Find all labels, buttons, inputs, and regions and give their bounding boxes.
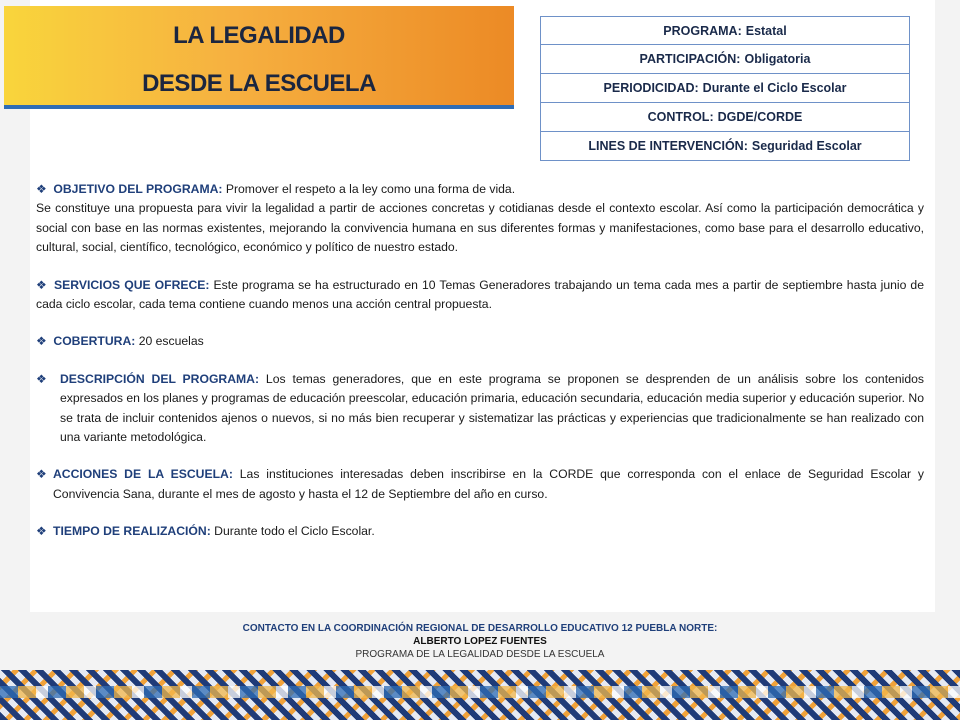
objetivo-label: OBJETIVO DEL PROGRAMA: (53, 182, 223, 196)
footer-contact-name: ALBERTO LOPEZ FUENTES (413, 636, 547, 647)
footer-program-name: PROGRAMA DE LA LEGALIDAD DESDE LA ESCUELA (355, 649, 605, 660)
info-label: CONTROL: (647, 110, 714, 124)
title-banner (4, 6, 514, 109)
info-value: Seguridad Escolar (751, 139, 862, 153)
contact-footer (0, 622, 960, 661)
info-row-periodicidad (540, 74, 910, 103)
objetivo-text: Promover el respeto a la ley como una forma de vida. (225, 182, 516, 196)
info-label: PERIODICIDAD: (603, 81, 699, 95)
diamond-bullet-icon: ❖ (36, 524, 47, 539)
descripcion-label: DESCRIPCIÓN DEL PROGRAMA: (60, 371, 260, 386)
program-info-table (540, 16, 910, 161)
servicios-text: Este programa se ha estructurado en 10 Temas Generadores trabajando un tema cada mes a partir de septiembre hasta junio de cada ciclo escolar, cada tema contiene cuando menos una acción central propuesta. (36, 277, 924, 312)
objetivo-section (36, 180, 924, 199)
info-label: LINES DE INTERVENCIÓN: (588, 139, 748, 153)
info-value: Durante el Ciclo Escolar (702, 81, 847, 95)
diamond-bullet-icon: ❖ (36, 371, 47, 386)
info-value: Obligatoria (744, 52, 811, 66)
info-row-lineas (540, 132, 910, 161)
diamond-bullet-icon: ❖ (36, 277, 47, 292)
acciones-text: Las instituciones interesadas deben inscribirse en la CORDE que corresponda con el enlace de Seguridad Escolar y Convivencia Sana, durante el mes de agosto y hasta el 12 de Septiembre del año en curso. (53, 467, 924, 501)
decorative-stripe (0, 686, 960, 698)
info-label: PARTICIPACIÓN: (639, 52, 741, 66)
acciones-section (36, 465, 924, 504)
diamond-bullet-icon: ❖ (36, 182, 47, 196)
servicios-label: SERVICIOS QUE OFRECE: (54, 277, 210, 292)
info-row-participacion (540, 45, 910, 74)
diamond-bullet-icon: ❖ (36, 467, 47, 482)
tiempo-section (36, 522, 924, 541)
title-line-1: LA LEGALIDAD (173, 22, 345, 49)
acciones-label: ACCIONES DE LA ESCUELA: (53, 467, 233, 482)
document-body (36, 180, 924, 542)
info-row-control (540, 103, 910, 132)
info-row-programa (540, 16, 910, 45)
descripcion-section (36, 370, 924, 448)
cobertura-label: COBERTURA: (53, 334, 136, 349)
title-line-2: DESDE LA ESCUELA (142, 70, 376, 97)
info-value: DGDE/CORDE (717, 110, 803, 124)
servicios-section (36, 276, 924, 315)
cobertura-text: 20 escuelas (138, 334, 204, 349)
diamond-bullet-icon: ❖ (36, 334, 47, 349)
cobertura-section (36, 332, 924, 351)
info-label: PROGRAMA: (663, 23, 742, 38)
objetivo-body: Se constituye una propuesta para vivir la legalidad a partir de acciones concretas y cotidianas desde el contexto escolar. Así como la participación democrática y social con base en las normas existentes, mejorando la convivencia humana en sus diferentes formas y manifestaciones, como base para el desarrollo educativo, cultural, social, científico, tecnológico, económico y político de nuestro estado. (36, 201, 924, 255)
footer-contact-line: CONTACTO EN LA COORDINACIÓN REGIONAL DE DESARROLLO EDUCATIVO 12 PUEBLA NORTE: (242, 623, 718, 634)
tiempo-label: TIEMPO DE REALIZACIÓN: (53, 524, 211, 539)
descripcion-text: Los temas generadores, que en este programa se proponen se desprenden de un análisis sobre los contenidos expresados en los planes y programas de educación preescolar, educación primaria, educación secundaria, educación media superior y educación superior. No se trata de incluir contenidos ajenos o nuevos, si no más bien recuperar y sistematizar las prácticas y experiencias que tradicionalmente se han realizado con una variante metodológica. (60, 371, 924, 445)
info-value: Estatal (745, 23, 787, 38)
tiempo-text: Durante todo el Ciclo Escolar. (214, 524, 375, 539)
